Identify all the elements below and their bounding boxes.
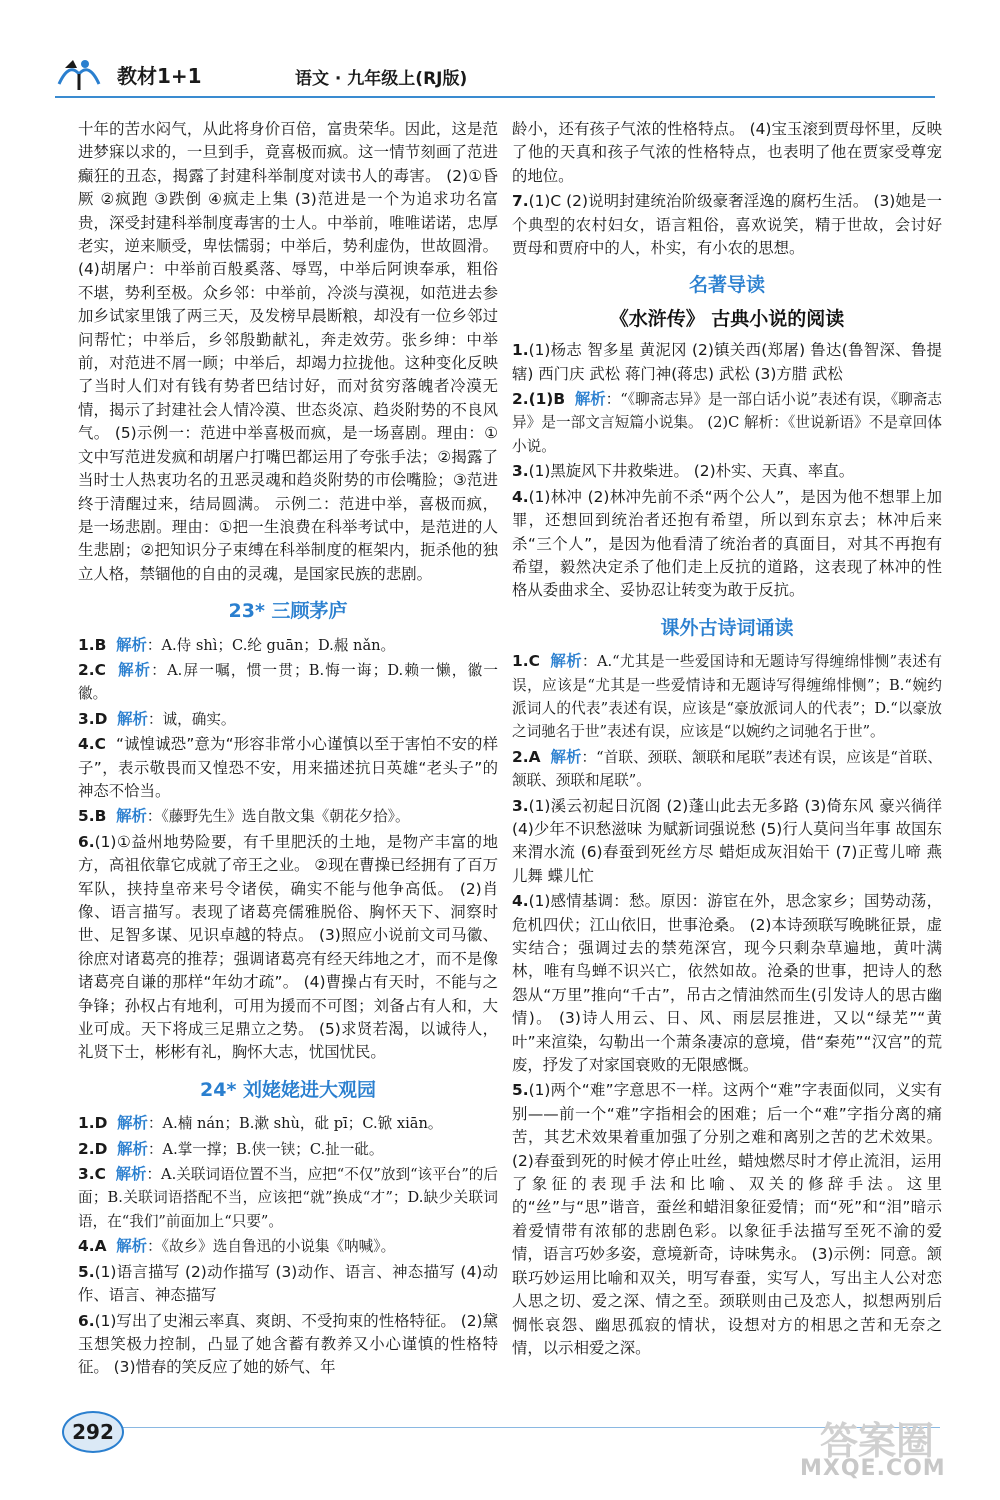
answer-text: (1)两个“难”字意思不一样。这两个“难”字表面似同，义实有别——前一个“难”字指相会的困难；后一个“难”字指分离的痛苦，其艺术效果着重加强了分别之难和离别之苦的艺术效果。 (2)春蚕到死的时候才停止吐丝，蜡烛燃尽时才停止流泪，运用了象征的表现手法和比喻、双关的修辞手法。这里的“丝”与“思”谐音，蚕丝和蜡泪象征爱情；而“死”和“泪”暗示着爱情带有浓郁的悲剧色彩。以象征手法描写至死不渝的爱情，语言巧妙多姿，意境新奇，诗味隽永。 (3)示例：同意。颔联巧妙运用比喻和双关，明写春蚕，实写人，写出主人公对恋人思之切、爱之深、情之至。颈联则由己及恋人，拟想两别后惆怅哀怨、幽思孤寂的情状，设想对方的相思之苦和无奈之情，以示相爱之深。 (512, 1081, 942, 1357)
answer-item (78, 1163, 498, 1233)
analysis-label: 解析 (117, 1139, 148, 1158)
answer-item (512, 460, 942, 483)
answer-item (78, 708, 498, 731)
answer-text: (1)C (2)说明封建统治阶级豪奢淫逸的腐朽生活。 (3)她是一个典型的农村妇女，语言粗俗，喜欢说笑，精于世故，会讨好贾母和贾府中的人，朴实，有小农的思想。 (512, 192, 942, 258)
answer-choice: D (94, 1114, 108, 1133)
analysis-label: 解析 (550, 652, 582, 671)
answer-number: 3. (78, 709, 95, 728)
answer-number: 3. (512, 462, 529, 481)
answer-item (78, 634, 498, 657)
answer-number: 3. (78, 1165, 95, 1184)
answer-choice: A (94, 1237, 107, 1256)
answers-24 (78, 1112, 498, 1379)
answer-item (512, 388, 942, 458)
answer-number: 4. (512, 487, 529, 506)
answer-choice: C (528, 652, 540, 671)
subject-title: 语文 · 九年级上(RJ版) (295, 69, 468, 89)
answer-number: 1. (78, 1114, 95, 1133)
answer-number: 2. (512, 390, 529, 409)
answer-text: ：A.关联词语位置不当，应把“不仅”放到“该平台”的后面；B.关联词语搭配不当，应该把“就”换成“才”；D.缺少关联词语，在“我们”前面加上“只要”。 (78, 1166, 498, 1230)
answer-choice: B (94, 635, 107, 654)
right-intro-text: 龄小，还有孩子气浓的性格特点。 (4)宝玉滚到贾母怀里，反映了他的天真和孩子气浓的性格特点，也表明了他在贾家受尊宠的地位。 (512, 120, 942, 185)
section-title-24: 24* 刘姥姥进大观园 (200, 1078, 376, 1101)
answer-number: 6. (78, 1311, 95, 1330)
analysis-label: 解析 (116, 807, 147, 826)
right-column (512, 118, 942, 1360)
answer-item (512, 795, 942, 889)
answer-text: ：A.屏一嘱，惯一贯；B.悔一诲；D.赖一懒，徽一徽。 (78, 661, 498, 703)
answer-text: (1)林冲 (2)林冲先前不杀“两个公人”，是因为他不想罪上加罪，还想回到统治者还抱有希望，所以到东京去；林冲后来杀“三个人”，是因为他看清了统治者的真面目，对其不再抱有希望，毅然决定杀了他们走上反抗的道路，这表现了林冲的性格从委曲求全、妥协忍让转变为敢于反抗。 (512, 487, 942, 600)
answer-number: 3. (512, 796, 529, 815)
answer-number: 2. (78, 660, 95, 679)
analysis-label: 解析 (116, 1237, 148, 1256)
answer-item (78, 1235, 498, 1258)
answer-number: 4. (512, 892, 529, 911)
answers-23 (78, 634, 498, 1065)
answer-text: (1)黑旋风下井救柴进。 (2)朴实、天真、率直。 (528, 462, 855, 481)
answer-item (78, 1310, 498, 1380)
answer-text: ：A.掌一撑；B.侠一铗；C.扯一砒。 (147, 1140, 384, 1158)
answer-text: ：A.“尤其是一些爱国诗和无题诗写得缠绵悱恻”表述有误，应该是“尤其是一些爱情诗和无题诗写得缠绵悱恻”；B.“婉约派词人的代表”表述有误，应该是“豪放派词人的代表”；D.“以豪放之词驰名于世”表述有误，应该是“以婉约之词驰名于世”。 (512, 653, 942, 741)
answer-text: (1)感情基调：愁。原因：游宦在外，思念家乡；国势动荡，危机四伏；江山依旧，世事沧桑。 (2)本诗颈联写晚眺征景，虚实结合；强调过去的禁苑深宫，现今只剩杂草遍地，黄叶满林，唯有鸟蝉不识兴亡，依然如故。沧桑的世事，把诗人的愁怨从“万里”推向“千古”，吊古之情油然而生(引发诗人的思古幽情)。 (3)诗人用云、日、风、雨层层推进，又以“绿芜”“黄叶”来渲染，勾勒出一个萧条凄凉的意境，借“秦苑”“汉宫”的荒废，抒发了对家国衰败的无限感慨。 (512, 892, 942, 1075)
answer-item (78, 1112, 498, 1135)
answers-shuihu (512, 339, 942, 602)
answer-number: 6. (78, 832, 95, 851)
answer-item (512, 650, 942, 744)
answer-item (512, 746, 942, 793)
answer-text: ：诚，确实。 (147, 710, 236, 728)
answer-number: 1. (78, 635, 95, 654)
answer-item (78, 1261, 498, 1308)
section-subtitle-shuihu: 《水浒传》 古典小说的阅读 (609, 307, 845, 330)
answer-item (78, 1138, 498, 1161)
answer-text: ：“《聊斋志异》是一部白话小说”表述有误，《聊斋志异》是一部文言短篇小说集。 (2)C 解析：《世说新语》不是章回体小说。 (512, 391, 942, 455)
section-title-23: 23* 三顾茅庐 (228, 600, 348, 623)
header-divider (55, 96, 935, 98)
answer-text: ：“首联、颈联、颔联和尾联”表述有误，应该是“首联、颔联、颈联和尾联”。 (512, 748, 942, 790)
brand-title: 教材1+1 (117, 64, 202, 88)
answer-item (78, 733, 498, 803)
answer-text: “诚惶诚恐”意为“形容非常小心谨慎以至于害怕不安的样子”，表示敬畏而又惶恐不安，用来描述抗日英雄“老头子”的神态不恰当。 (78, 735, 498, 800)
section-title-mingzhu: 名著导读 (688, 274, 765, 297)
page-number: 292 (62, 1411, 124, 1453)
answer-text: (1)溪云初起日沉阁 (2)蓬山此去无多路 (3)倚东风 豪兴徜徉 (4)少年不识愁滋味 为赋新词强说愁 (5)行人莫问当年事 故国东来渭水流 (6)春蚕到死丝方尽 蜡炬成灰泪始干 (7)正莺儿啼 燕儿舞 蝶儿忙 (512, 796, 942, 885)
analysis-label: 解析 (574, 390, 606, 409)
answer-number: 1. (512, 341, 529, 360)
answer-number: 4. (78, 1237, 95, 1256)
answer-text: (1)杨志 智多星 黄泥冈 (2)镇关西(郑屠) 鲁达(鲁智深、鲁提辖) 西门庆 武松 蒋门神(蒋忠) 武松 (3)方腊 武松 (512, 341, 942, 383)
answer-item (78, 831, 498, 1065)
answer-choice: D (94, 1139, 108, 1158)
section-title-gushi: 课外古诗词诵读 (660, 616, 794, 639)
answer-item-7 (512, 190, 942, 260)
answer-item (512, 486, 942, 603)
watermark-logo: 答案圈 (820, 1419, 935, 1463)
answer-choice: C (94, 660, 106, 679)
analysis-label: 解析 (550, 747, 582, 766)
analysis-label: 解析 (117, 1114, 148, 1133)
book-logo-icon (55, 54, 103, 94)
answer-number: 1. (512, 652, 529, 671)
answer-choice: A (528, 747, 541, 766)
page-header (55, 52, 935, 100)
answer-choice: C (94, 1165, 106, 1184)
answer-number: 2. (78, 1139, 95, 1158)
answer-number: 5. (512, 1081, 529, 1100)
answer-number: 4. (78, 735, 95, 754)
answer-choice: C (94, 735, 106, 754)
left-column (78, 118, 498, 1380)
left-intro-text: 十年的苦水闷气，从此将身价百倍，富贵荣华。因此，这是范进梦寐以求的，一旦到手，竟喜极而疯。这一情节刻画了范进癫狂的丑态，揭露了封建科举制度对读书人的毒害。 (2)①昏厥 ②疯跑 ③跌倒 ④疯走上集 (3)范进是一个为追求功名富贵，深受封建科举制度毒害的士人。中举前，唯唯诺诺，忠厚老实，逆来顺受，卑怯懦弱；中举后，势利虚伪，世故圆滑。 (4)胡屠户：中举前百般奚落、辱骂，中举后阿谀奉承，粗俗不堪，势利至极。众乡邻：中举前，冷淡与漠视，如范进去参加乡试家里饿了两三天，及发榜早晨断粮，却没有一位乡邻过问帮忙；中举后，乡邻殷勤献礼，奔走效劳。张乡绅：中举前，对范进不屑一顾；中举后，却竭力拉拢他。这种变化反映了当时人们对有钱有势者巴结讨好，而对贫穷落魄者冷漠无情，揭示了封建社会人情冷漠、世态炎凉、趋炎附势的不良风气。 (5)示例一：范进中举喜极而疯，是一场喜剧。理由：①文中写范进发疯和胡屠户打嘴巴都运用了夸张手法；②揭露了当时士人热衷功名的丑恶灵魂和趋炎附势的市侩嘴脸；③范进终于清醒过来，结局圆满。 示例二：范进中举，喜极而疯，是一场悲剧。理由：①把一生浪费在科举考试中，是范进的人生悲剧；②把知识分子束缚在科举制度的框架内，扼杀他的独立人格，禁锢他的自由的灵魂，是国家民族的悲剧。 (78, 120, 498, 583)
answer-text: (1)语言描写 (2)动作描写 (3)动作、语言、神态描写 (4)动作、语言、神态描写 (78, 1262, 498, 1305)
analysis-label: 解析 (117, 709, 148, 728)
answer-text: (1)写出了史湘云率真、爽朗、不受拘束的性格特征。 (2)黛玉想笑极力控制，凸显了她含蓄有教养又小心谨慎的性格特征。 (3)惜春的笑反应了她的娇气、年 (78, 1311, 498, 1377)
answers-gushi (512, 650, 942, 1360)
answer-choice: (1)B (528, 390, 566, 409)
answer-text: ：A.楠 nán；B.漱 shù，砒 pī；C.锨 xiān。 (147, 1115, 443, 1133)
answer-item (512, 339, 942, 386)
answer-text: ：A.侍 shì；C.纶 guān；D.赧 nǎn。 (146, 636, 396, 654)
answer-text: ：《藤野先生》选自散文集《朝花夕拾》。 (146, 808, 410, 826)
answer-item (512, 1079, 942, 1360)
analysis-label: 解析 (118, 660, 152, 679)
answer-number: 5. (78, 1262, 95, 1281)
answer-choice: D (94, 709, 108, 728)
answer-number: 5. (78, 807, 95, 826)
analysis-label: 解析 (115, 1165, 147, 1184)
answer-item (512, 890, 942, 1077)
answer-text: ：《故乡》选自鲁迅的小说集《呐喊》。 (147, 1238, 396, 1256)
answer-number: 7. (512, 192, 529, 211)
watermark-url: MXQE.COM (800, 1456, 946, 1481)
analysis-label: 解析 (116, 635, 147, 654)
answer-item (78, 659, 498, 706)
answer-choice: B (94, 807, 107, 826)
watermark (800, 1410, 980, 1490)
answer-text: (1)①益州地势险要，有千里肥沃的土地，是物产丰富的地方，高祖依靠它成就了帝王之业。 ②现在曹操已经拥有了百万军队，挟持皇帝来号令诸侯，确实不能与他争高低。 (2)肖像、语言描写。表现了诸葛亮儒雅脱俗、胸怀天下、洞察时世、足智多谋、见识卓越的特点。 (3)照应小说前文司马徽、徐庶对诸葛亮的推荐；强调诸葛亮有经天纬地之才，而不是像诸葛亮自谦的那样“年幼才疏”。 (4)曹操占有天时，不能与之争锋；孙权占有地利，可用为援而不可图；刘备占有人和，大业可成。天下将成三足鼎立之势。 (5)求贤若渴，以诚待人，礼贤下士，彬彬有礼，胸怀大志，忧国忧民。 (78, 832, 498, 1062)
answer-number: 2. (512, 747, 529, 766)
answer-item (78, 805, 498, 828)
